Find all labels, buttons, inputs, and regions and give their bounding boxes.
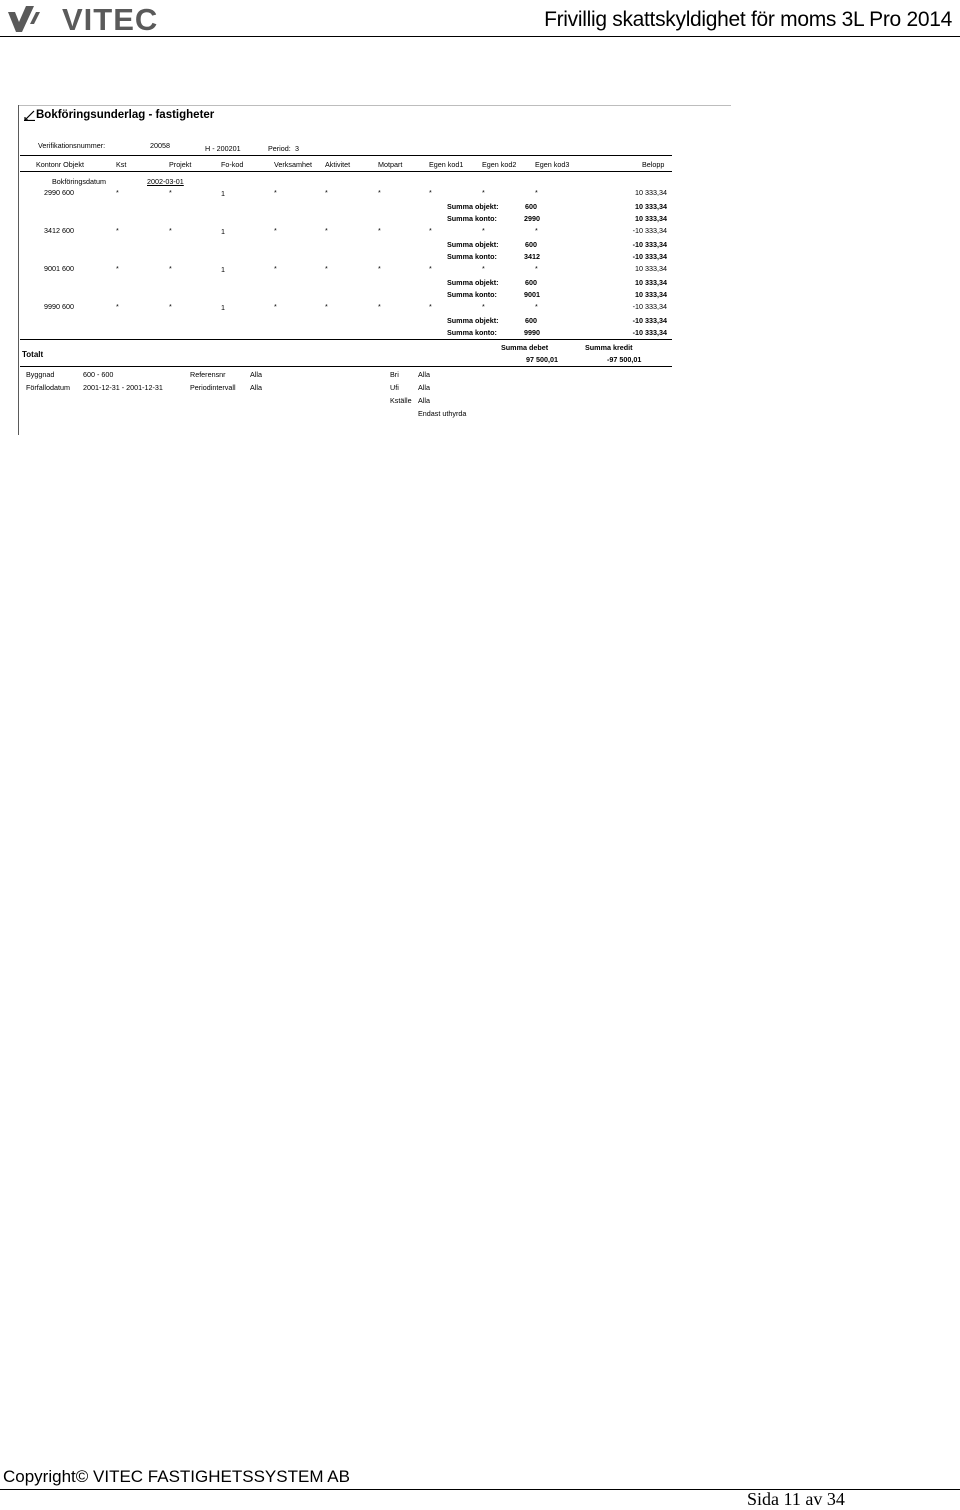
row-projekt: * <box>169 264 172 273</box>
filter-kstalle-value: Alla <box>418 396 430 405</box>
col-header-egen-kod3: Egen kod3 <box>535 160 570 169</box>
sum-object-value: 600 <box>525 316 537 325</box>
row-belopp: 10 333,34 <box>635 188 667 197</box>
vitec-logo-mark <box>8 6 34 32</box>
filter-periodintervall-value: Alla <box>250 383 262 392</box>
row-motpart: * <box>378 226 381 235</box>
sum-object-label: Summa objekt: <box>447 202 499 211</box>
row-fokod: 1 <box>221 189 225 198</box>
row-kst: * <box>116 188 119 197</box>
row-aktivitet: * <box>325 264 328 273</box>
sum-object-label: Summa objekt: <box>447 278 499 287</box>
sum-debit-value: 97 500,01 <box>526 355 558 364</box>
row-account: 9990 600 <box>44 302 74 311</box>
row-projekt: * <box>169 302 172 311</box>
row-aktivitet: * <box>325 188 328 197</box>
sum-account-label: Summa konto: <box>447 252 497 261</box>
row-kst: * <box>116 264 119 273</box>
filter-referensnr-value: Alla <box>250 370 262 379</box>
sum-debit-label: Summa debet <box>501 343 549 352</box>
sum-account-value: 9990 <box>524 328 540 337</box>
row-verksamhet: * <box>274 302 277 311</box>
row-belopp: 10 333,34 <box>635 264 667 273</box>
col-header-egen-kod2: Egen kod2 <box>482 160 517 169</box>
row-account: 2990 600 <box>44 188 74 197</box>
row-projekt: * <box>169 188 172 197</box>
row-egen-kod3: * <box>535 264 538 273</box>
series-value: H - 200201 <box>205 144 241 153</box>
filter-forfallodatum-label: Förfallodatum <box>26 383 70 392</box>
filter-byggnad-label: Byggnad <box>26 370 55 379</box>
row-egen-kod3: * <box>535 226 538 235</box>
row-aktivitet: * <box>325 302 328 311</box>
row-account: 3412 600 <box>44 226 74 235</box>
col-header-egen-kod1: Egen kod1 <box>429 160 464 169</box>
total-label: Totalt <box>22 350 44 359</box>
filter-bri-value: Alla <box>418 370 430 379</box>
row-egen-kod1: * <box>429 302 432 311</box>
report-screenshot <box>18 105 733 435</box>
row-egen-kod3: * <box>535 188 538 197</box>
sum-object-value: 600 <box>525 202 537 211</box>
filter-only-rented: Endast uthyrda <box>418 409 467 418</box>
row-egen-kod2: * <box>482 264 485 273</box>
row-motpart: * <box>378 302 381 311</box>
row-aktivitet: * <box>325 226 328 235</box>
row-belopp: -10 333,34 <box>632 302 667 311</box>
row-egen-kod2: * <box>482 302 485 311</box>
sum-object-amount: -10 333,34 <box>632 316 667 325</box>
pencil-icon <box>24 110 35 121</box>
sum-account-amount: 10 333,34 <box>635 290 667 299</box>
row-egen-kod1: * <box>429 226 432 235</box>
filter-bri-label: Bri <box>390 370 399 379</box>
row-account: 9001 600 <box>44 264 74 273</box>
sum-account-value: 2990 <box>524 214 540 223</box>
row-motpart: * <box>378 188 381 197</box>
report-title: Bokföringsunderlag - fastigheter <box>36 109 215 121</box>
total-rule-bottom <box>20 366 672 367</box>
row-belopp: -10 333,34 <box>632 226 667 235</box>
period-label: Period: <box>268 144 291 153</box>
row-egen-kod1: * <box>429 188 432 197</box>
header-rule <box>0 36 960 37</box>
document-title: Frivillig skattskyldighet för moms 3L Pro 2014 <box>544 8 952 31</box>
period-value: 3 <box>295 144 299 153</box>
sum-object-amount: 10 333,34 <box>635 202 667 211</box>
sum-account-amount: 10 333,34 <box>635 214 667 223</box>
col-header-projekt: Projekt <box>169 160 192 169</box>
col-header-kst: Kst <box>116 160 127 169</box>
total-rule-top <box>20 339 672 340</box>
filter-byggnad-value: 600 - 600 <box>83 370 114 379</box>
sum-object-label: Summa objekt: <box>447 316 499 325</box>
row-motpart: * <box>378 264 381 273</box>
col-header-aktivitet: Aktivitet <box>325 160 351 169</box>
sum-object-amount: -10 333,34 <box>632 240 667 249</box>
sum-object-amount: 10 333,34 <box>635 278 667 287</box>
row-kst: * <box>116 302 119 311</box>
column-header-rule-top <box>20 155 672 156</box>
col-header-belopp: Belopp <box>642 160 665 169</box>
sum-credit-value: -97 500,01 <box>607 355 642 364</box>
vitec-logo <box>4 2 204 36</box>
report-frame-top <box>18 105 731 106</box>
filter-referensnr-label: Referensnr <box>190 370 226 379</box>
row-fokod: 1 <box>221 227 225 236</box>
row-egen-kod1: * <box>429 264 432 273</box>
sum-account-label: Summa konto: <box>447 328 497 337</box>
vitec-logo-text: VITEC <box>62 2 159 36</box>
row-fokod: 1 <box>221 265 225 274</box>
row-egen-kod2: * <box>482 226 485 235</box>
row-fokod: 1 <box>221 303 225 312</box>
filter-forfallodatum-value: 2001-12-31 - 2001-12-31 <box>83 383 163 392</box>
col-header-kontonr-objekt: Kontonr Objekt <box>36 160 84 169</box>
filter-ufi-label: Ufi <box>390 383 399 392</box>
booking-date-label: Bokföringsdatum <box>52 177 106 186</box>
sum-object-value: 600 <box>525 278 537 287</box>
copyright-text: Copyright© VITEC FASTIGHETSSYSTEM AB <box>3 1467 350 1486</box>
filter-periodintervall-label: Periodintervall <box>190 383 236 392</box>
filter-ufi-value: Alla <box>418 383 430 392</box>
row-projekt: * <box>169 226 172 235</box>
sum-credit-label: Summa kredit <box>585 343 633 352</box>
row-verksamhet: * <box>274 264 277 273</box>
sum-account-amount: -10 333,34 <box>632 328 667 337</box>
row-egen-kod3: * <box>535 302 538 311</box>
sum-account-amount: -10 333,34 <box>632 252 667 261</box>
sum-account-value: 9001 <box>524 290 540 299</box>
sum-account-label: Summa konto: <box>447 214 497 223</box>
row-verksamhet: * <box>274 188 277 197</box>
filter-kstalle-label: Kställe <box>390 396 412 405</box>
col-header-motpart: Motpart <box>378 160 403 169</box>
sum-object-value: 600 <box>525 240 537 249</box>
page-number: Sida 11 av 34 <box>747 1489 845 1509</box>
row-egen-kod2: * <box>482 188 485 197</box>
sum-account-value: 3412 <box>524 252 540 261</box>
column-header-rule-bottom <box>20 171 672 172</box>
booking-date: 2002-03-01 <box>147 177 184 186</box>
sum-account-label: Summa konto: <box>447 290 497 299</box>
verification-number: 20058 <box>150 141 170 150</box>
report-frame-left <box>18 105 19 435</box>
row-verksamhet: * <box>274 226 277 235</box>
col-header-verksamhet: Verksamhet <box>274 160 312 169</box>
col-header-fokod: Fo-kod <box>221 160 244 169</box>
row-kst: * <box>116 226 119 235</box>
verification-label: Verifikationsnummer: <box>38 141 106 150</box>
sum-object-label: Summa objekt: <box>447 240 499 249</box>
